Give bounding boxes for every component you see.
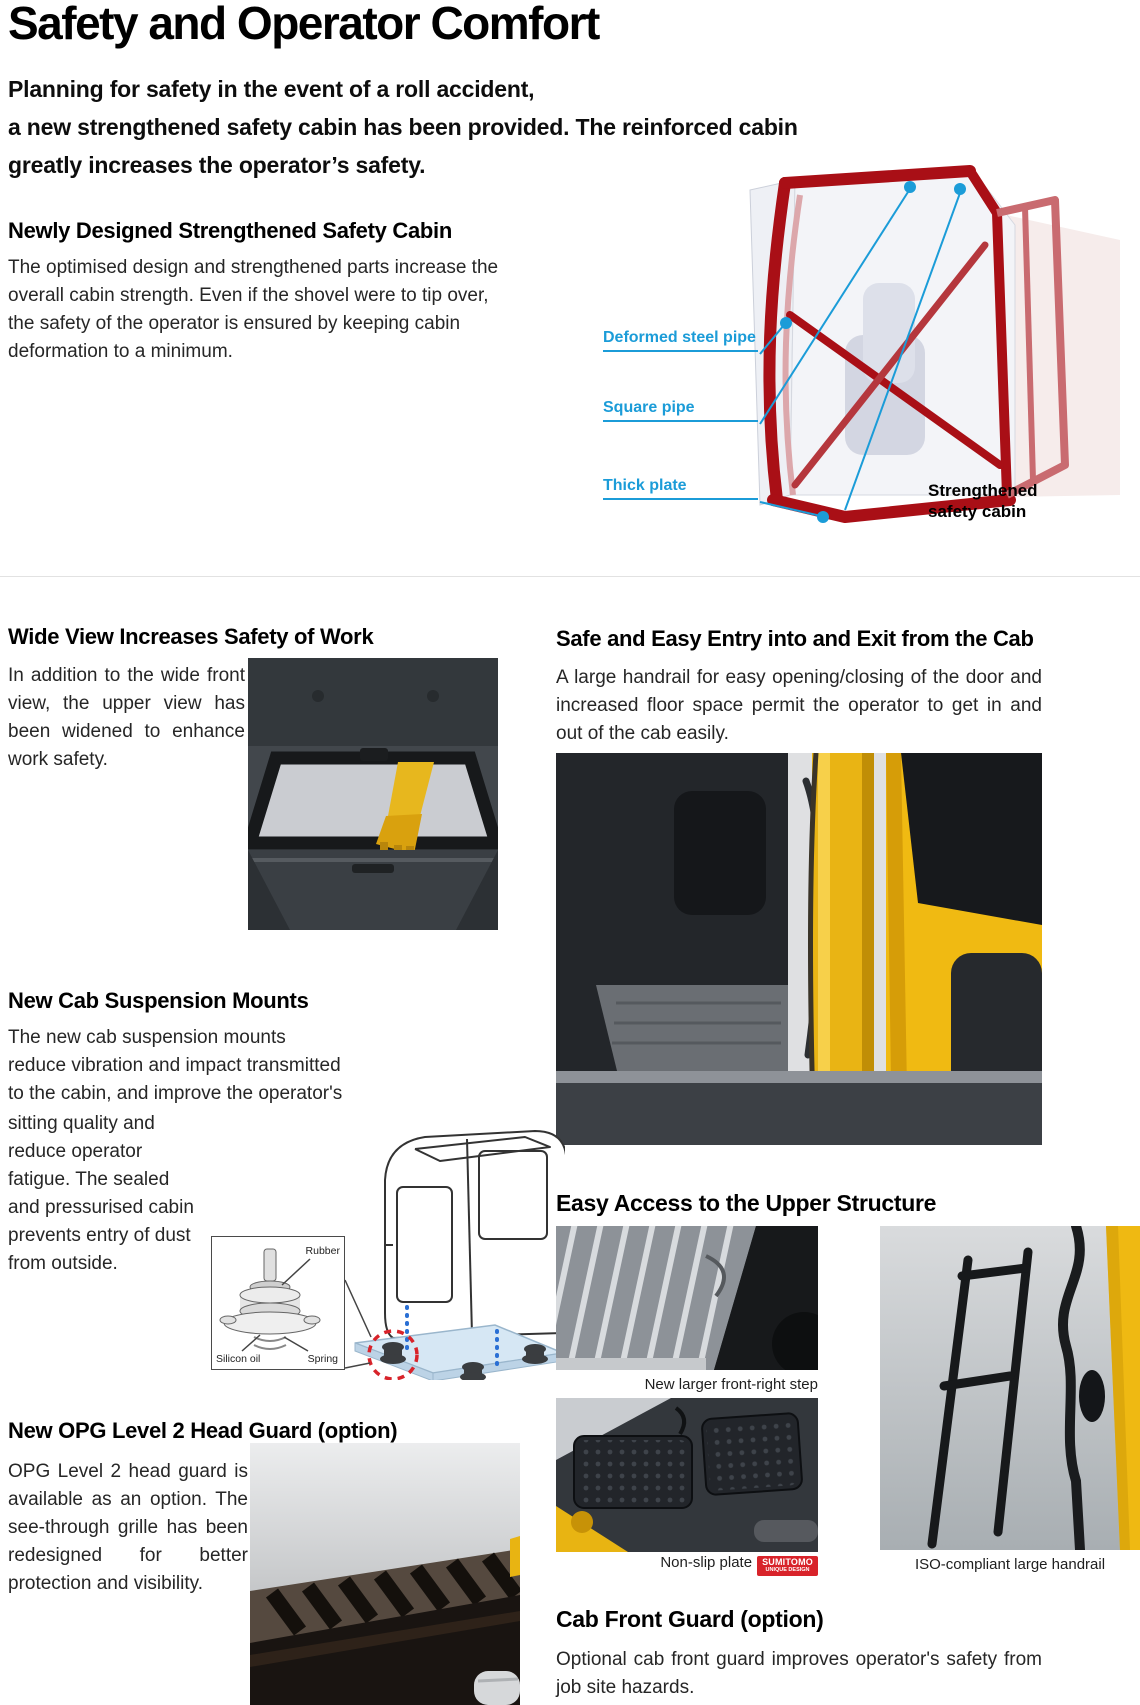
non-slip-plate-photo: [556, 1398, 818, 1552]
front-guard-body: Optional cab front guard improves operator's safety from job site hazards.: [556, 1649, 1042, 1698]
safety-cabin-figure: [545, 165, 1140, 555]
label-silicon-oil: Silicon oil: [216, 1353, 261, 1365]
opg-body: OPG Level 2 head guard is available as an option. The see-through grille has been redesigned for better protection and visibility.: [8, 1461, 248, 1594]
section-heading-wide-view: Wide View Increases Safety of Work: [8, 624, 374, 649]
intro-text: Planning for safety in the event of a roll accident, a new strengthened safety cabin has been provided. The reinforced cabin greatly increases the operator’s safety.: [8, 76, 798, 178]
handrail-illustration: [880, 1226, 1140, 1550]
safety-cabin-body: The optimised design and strengthened parts increase the overall cabin strength. Even if the shovel were to tip over, the safety of the operator is ensured by keeping cabin deformation to a minimum.: [8, 257, 499, 362]
badge-sumitomo-text: SUMITOMO: [762, 1556, 813, 1567]
section-heading-upper-structure: Easy Access to the Upper Structure: [556, 1190, 937, 1216]
sumitomo-unique-design-badge: [757, 1556, 818, 1576]
section-heading-safety-cabin: Newly Designed Strengthened Safety Cabin: [8, 218, 452, 243]
section-heading-front-guard: Cab Front Guard (option): [556, 1606, 824, 1632]
front-right-step-illustration: [556, 1226, 818, 1370]
head-guard-photo: [250, 1443, 520, 1705]
callout-square-pipe: Square pipe: [603, 399, 758, 422]
label-spring: Spring: [307, 1353, 338, 1365]
strengthened-cabin-caption: Strengthened safety cabin: [928, 481, 1038, 521]
suspension-mount-detail-box: [211, 1236, 345, 1370]
cab-entry-photo: [556, 753, 1042, 1145]
callout-deformed-steel-pipe: Deformed steel pipe: [603, 329, 758, 352]
callout-thick-plate: Thick plate: [603, 477, 758, 500]
caption-handrail: ISO-compliant large handrail: [914, 1556, 1106, 1573]
non-slip-plate-illustration: [556, 1398, 818, 1552]
section-divider: [0, 576, 1140, 577]
label-rubber: Rubber: [305, 1245, 340, 1257]
badge-unique-design-text: UNIQUE DESIGN: [765, 1567, 810, 1573]
cab-entry-illustration: [556, 753, 1042, 1145]
cab-roof-view-illustration: [248, 658, 498, 930]
caption-non-slip-plate-text: Non-slip plate: [660, 1554, 753, 1571]
suspension-body-b: sitting quality and reduce operator fatigue. The sealed and pressurised cabin prevents entry of dust from outside.: [8, 1113, 194, 1274]
suspension-body-a: The new cab suspension mounts reduce vibration and impact transmitted to the cabin, and improve the operator's: [8, 1027, 343, 1104]
section-heading-suspension: New Cab Suspension Mounts: [8, 988, 309, 1013]
section-heading-entry: Safe and Easy Entry into and Exit from the Cab: [556, 626, 1034, 651]
entry-body: A large handrail for easy opening/closing of the door and increased floor space permit the operator to get in and out of the cab easily.: [556, 667, 1042, 744]
head-guard-illustration: [250, 1443, 520, 1705]
caption-front-right-step: New larger front-right step: [644, 1376, 818, 1393]
section-heading-opg: New OPG Level 2 Head Guard (option): [8, 1418, 398, 1443]
step-photo: [556, 1226, 818, 1370]
cab-mounting-diagram: [345, 1125, 565, 1380]
caption-non-slip-plate: [556, 1554, 818, 1576]
wide-view-photo: [248, 658, 498, 930]
handrail-photo: [880, 1226, 1140, 1550]
wide-view-body: In addition to the wide front view, the upper view has been widened to enhance work safety.: [8, 665, 245, 770]
page-title: Safety and Operator Comfort: [8, 0, 599, 49]
